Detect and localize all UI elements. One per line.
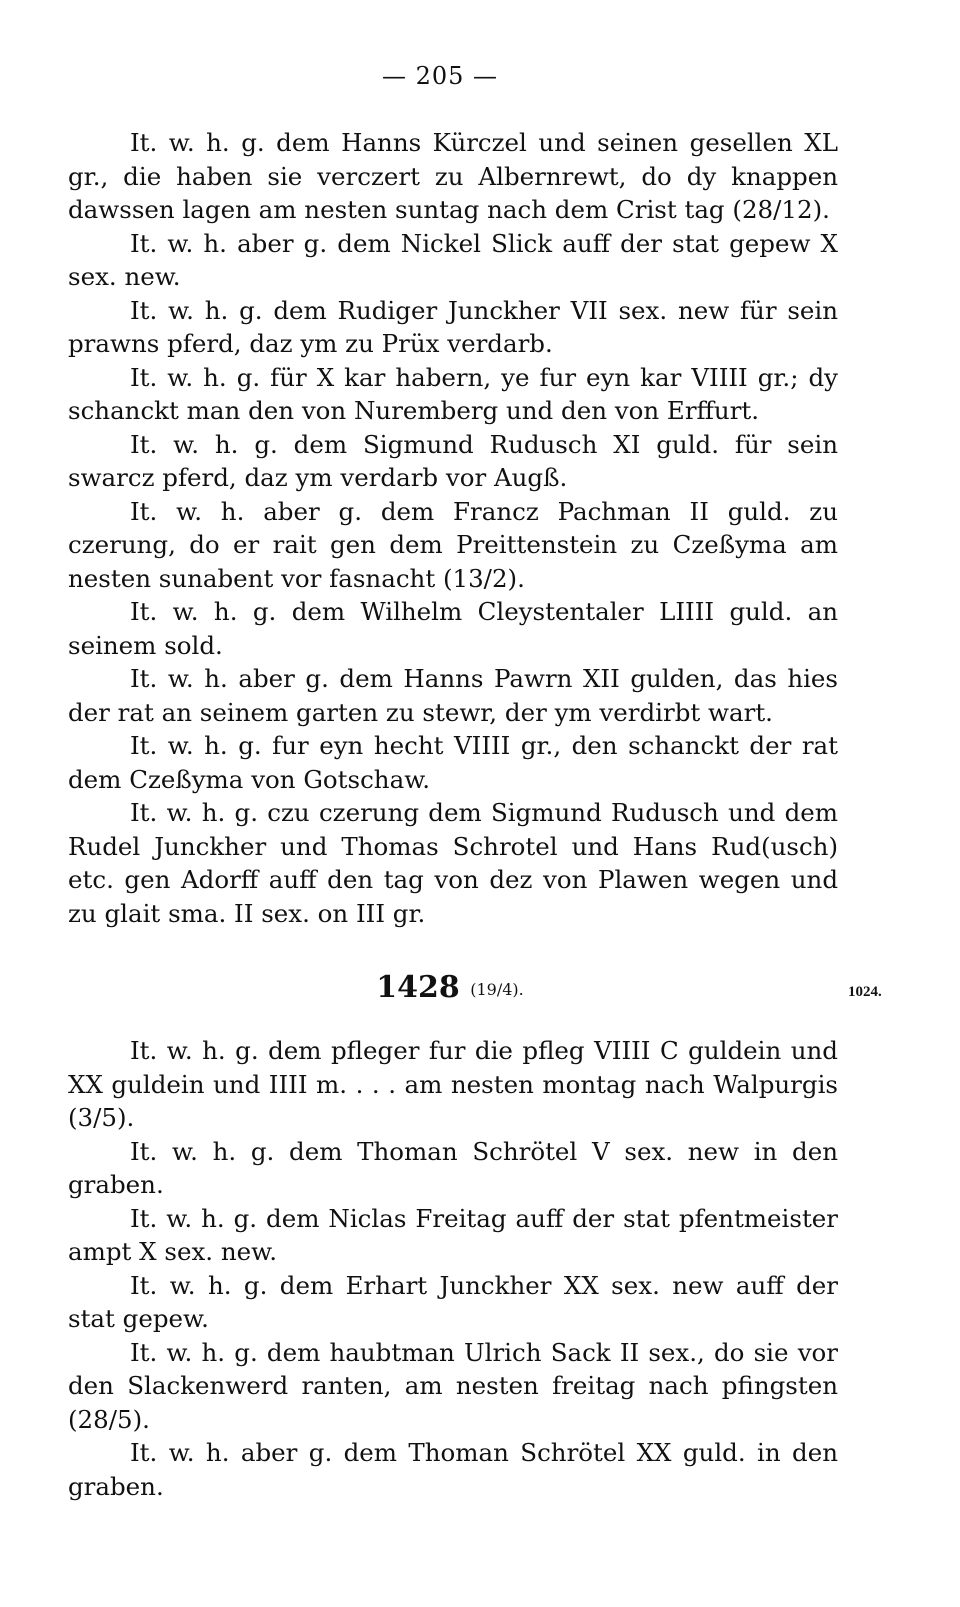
- entry-paragraph: It. w. h. aber g. dem Nickel Slick auff der stat gepew X sex. new.: [68, 228, 838, 291]
- entry-paragraph: It. w. h. g. dem Thoman Schrötel V sex. new in den graben.: [68, 1136, 838, 1199]
- entry-paragraph: It. w. h. g. dem Wilhelm Cleystentaler LIIII guld. an seinem sold.: [68, 597, 838, 660]
- year-date-fraction: (19/4).: [470, 980, 524, 999]
- entry-paragraph: It. w. h. g. czu czerung dem Sigmund Rudusch und dem Rudel Junckher und Thomas Schrotel und Hans Rud(usch) etc. gen Adorff auff den tag von dez von Plawen wegen und zu glait sma. II sex. on III gr.: [68, 798, 838, 928]
- entry-paragraph: It. w. h. g. fur eyn hecht VIIII gr., den schanckt der rat dem Czeßyma von Gotschaw.: [68, 731, 838, 794]
- entries-section-1: [68, 126, 838, 930]
- entry-paragraph: It. w. h. g. dem Niclas Freitag auff der stat pfentmeister ampt X sex. new.: [68, 1203, 838, 1266]
- entry-paragraph: It. w. h. g. dem haubtman Ulrich Sack II sex., do sie vor den Slackenwerd ranten, am nesten freitag nach pfingsten (28/5).: [68, 1337, 838, 1434]
- entry-paragraph: It. w. h. g. dem Erhart Junckher XX sex. new auff der stat gepew.: [68, 1270, 838, 1333]
- year-text: 1428: [376, 970, 460, 1005]
- margin-entry-number: 1024.: [848, 984, 882, 1000]
- entry-paragraph: It. w. h. g. dem pfleger fur die pfleg VIIII C guldein und XX guldein und IIII m. . . . am nesten montag nach Walpurgis (3/5).: [68, 1036, 838, 1132]
- entries-section-2: [68, 1034, 838, 1503]
- entry-paragraph: It. w. h. g. dem Hanns Kürczel und seinen gesellen XL gr., die haben sie verczert zu Albernrewt, do dy knappen dawssen lagen am nesten suntag nach dem Crist tag (28/12).: [68, 128, 838, 224]
- entry-paragraph: It. w. h. aber g. dem Thoman Schrötel XX guld. in den graben.: [68, 1438, 838, 1501]
- entry-paragraph: It. w. h. g. dem Rudiger Junckher VII sex. new für sein prawns pferd, daz ym zu Prüx verdarb.: [68, 295, 838, 358]
- entry-paragraph: It. w. h. g. für X kar habern, ye fur eyn kar VIIII gr.; dy schanckt man den von Nuremberg und den von Erffurt.: [68, 362, 838, 425]
- page-number: — 205 —: [381, 62, 499, 90]
- year-heading: [0, 970, 900, 1005]
- entry-paragraph: It. w. h. aber g. dem Francz Pachman II guld. zu czerung, do er rait gen dem Preittenstein zu Czeßyma am nesten sunabent vor fasnacht (13/2).: [68, 496, 838, 593]
- entry-paragraph: It. w. h. aber g. dem Hanns Pawrn XII gulden, das hies der rat an seinem garten zu stewr, der ym verdirbt wart.: [68, 664, 838, 727]
- entry-paragraph: It. w. h. g. dem Sigmund Rudusch XI guld. für sein swarcz pferd, daz ym verdarb vor Augß.: [68, 429, 838, 492]
